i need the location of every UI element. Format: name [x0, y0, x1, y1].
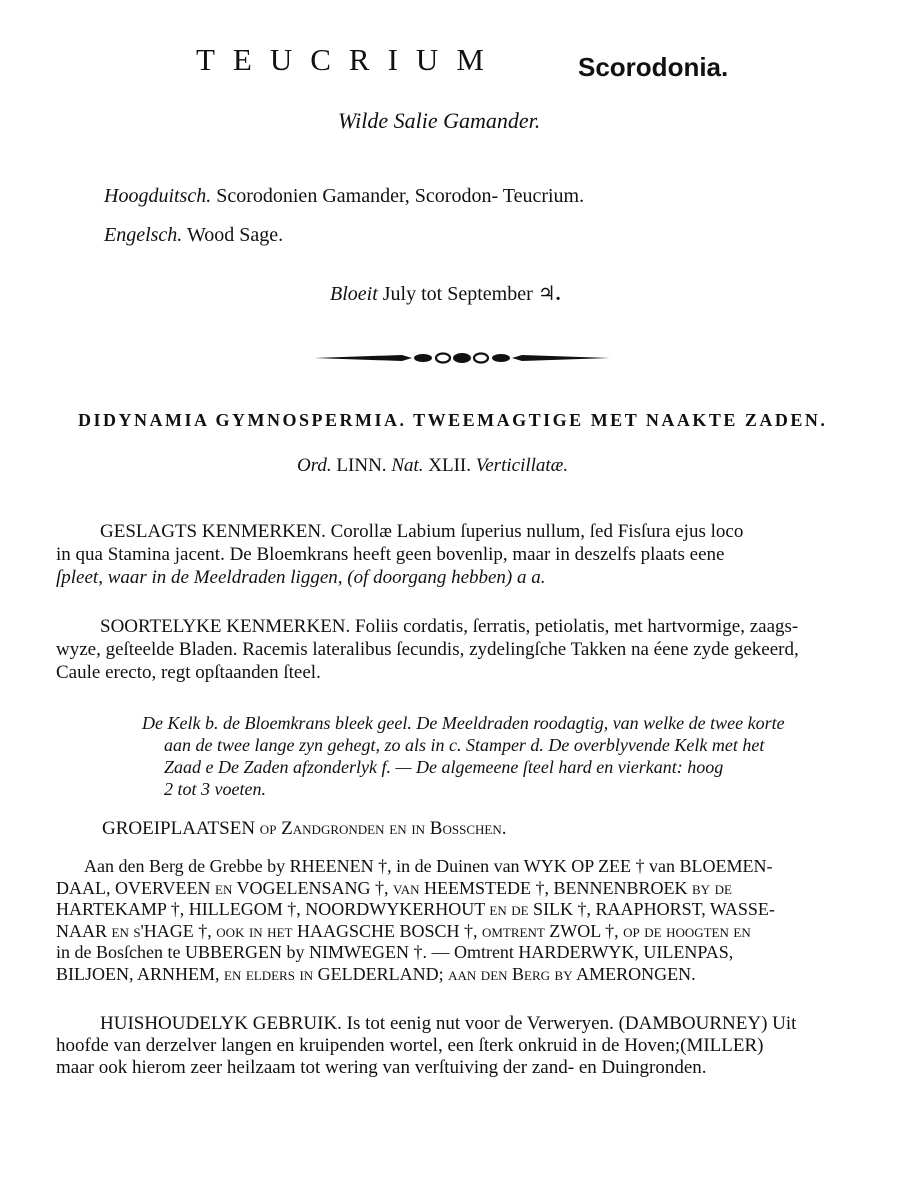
- text-line: SOORTELYKE KENMERKEN. Foliis cordatis, ſerratis, petiolatis, met hartvormige, zaags-: [100, 616, 799, 637]
- text-line: Aan den Berg de Grebbe by RHEENEN †, in de Duinen van WYK OP ZEE † van BLOEMEN-: [84, 856, 773, 876]
- text-line: hoofde van derzelver langen en kruipenden wortel, een ſterk onkruid in de Hoven;(MILLER): [56, 1035, 764, 1056]
- genus-characters: [56, 520, 868, 589]
- habitat-locations: [56, 856, 868, 985]
- order-name: Verticillatæ.: [475, 455, 569, 476]
- text-line: NAAR en s'HAGE †, ook in het HAAGSCHE BOSCH †, omtrent ZWOL †, op de hoogten en: [56, 920, 751, 941]
- perennial-symbol: ♃.: [537, 283, 561, 305]
- order-line: [297, 455, 568, 477]
- bloom-text: July tot September: [382, 283, 533, 305]
- text-line: maar ook hierom zeer heilzaam tot wering van verſtuiving der zand- en Duingronden.: [56, 1057, 707, 1078]
- text-line: GESLAGTS KENMERKEN. Corollæ Labium ſuperius nullum, ſed Fisſura ejus loco: [100, 521, 744, 542]
- bloom-label: Bloeit: [330, 283, 378, 305]
- plate-description: [142, 712, 872, 800]
- species-title: Scorodonia.: [578, 52, 729, 82]
- household-use: [56, 1013, 868, 1079]
- vernacular-names: Wood Sage.: [186, 224, 284, 246]
- species-characters: [56, 615, 868, 684]
- vernacular-english: [104, 224, 283, 247]
- bloom-period: [330, 281, 561, 306]
- vernacular-german: [104, 185, 584, 208]
- text-line: De Kelk b. de Bloemkrans bleek geel. De Meeldraden roodagtig, van welke de twee korte: [142, 713, 785, 733]
- habitat-heading: GROEIPLAATSEN op Zandgronden en in Bosſchen.: [102, 818, 507, 839]
- text-line: HARTEKAMP †, HILLEGOM †, NOORDWYKERHOUT en de SILK †, RAAPHORST, WASSE-: [56, 899, 775, 919]
- text-line: BILJOEN, ARNHEM, en elders in GELDERLAND; aan den Berg by AMERONGEN.: [56, 963, 696, 984]
- order-number: XLII.: [428, 455, 471, 476]
- order-linn: LINN.: [336, 455, 387, 476]
- text-line: Caule erecto, regt opſtaanden ſteel.: [56, 662, 321, 683]
- text-line: in qua Stamina jacent. De Bloemkrans heeft geen bovenlip, maar in deszelfs plaats eene: [56, 544, 725, 565]
- vernacular-lang: Engelsch.: [104, 224, 183, 246]
- text-line: ſpleet, waar in de Meeldraden liggen, (of doorgang hebben) a a.: [56, 567, 546, 588]
- text-line: aan de twee lange zyn gehegt, zo als in c. Stamper d. De overblyvende Kelk met het: [164, 735, 765, 755]
- text-line: DAAL, OVERVEEN en VOGELENSANG †, van HEEMSTEDE †, BENNENBROEK by de: [56, 877, 732, 898]
- common-name: Wilde Salie Gamander.: [338, 108, 541, 133]
- vernacular-lang: Hoogduitsch.: [104, 185, 212, 207]
- text-line: wyze, geſteelde Bladen. Racemis lateralibus ſecundis, zydelingſche Takken na éene zyde gekeerd,: [56, 639, 799, 660]
- order-nat: Nat.: [391, 455, 424, 476]
- ornament-divider-icon: [312, 350, 612, 366]
- text-line: HUISHOUDELYK GEBRUIK. Is tot eenig nut voor de Verweryen. (DAMBOURNEY) Uit: [100, 1013, 797, 1034]
- classification: DIDYNAMIA GYMNOSPERMIA. TWEEMAGTIGE MET NAAKTE ZADEN.: [78, 410, 828, 430]
- text-line: 2 tot 3 voeten.: [164, 779, 266, 799]
- order-abbrev: Ord.: [297, 455, 332, 476]
- genus-title: TEUCRIUM: [196, 42, 502, 77]
- vernacular-names: Scorodonien Gamander, Scorodon- Teucrium.: [216, 185, 585, 207]
- text-line: Zaad e De Zaden afzonderlyk f. — De algemeene ſteel hard en vierkant: hoog: [164, 757, 724, 777]
- text-line: in de Bosſchen te UBBERGEN by NIMWEGEN †. — Omtrent HARDERWYK, UILENPAS,: [56, 942, 734, 962]
